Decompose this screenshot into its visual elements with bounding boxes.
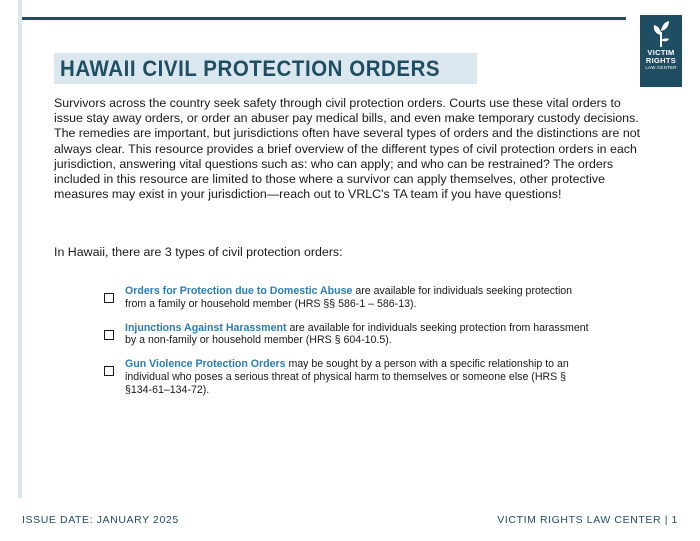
logo-line-2: RIGHTS: [645, 56, 677, 65]
title-band: [54, 53, 477, 84]
order-details: may be sought by a person with a specific relationship to an individual who poses a serious threat of physical harm to themselves or someone else (HRS § §134-61–134-72).: [125, 358, 569, 396]
order-details: are available for individuals seeking protection from harassment by a non-family or household member (HRS § 604-10.5).: [125, 321, 589, 347]
checkbox-icon: [104, 330, 114, 340]
vrlc-logo: [640, 15, 682, 87]
checkbox-icon: [104, 293, 114, 303]
order-title: Injunctions Against Harassment: [125, 321, 287, 334]
logo-line-1: VICTIM: [647, 48, 675, 57]
order-details: are available for individuals seeking protection from a family or household member (HRS §§ 586-1 – 586-13).: [125, 285, 573, 310]
order-description: [125, 285, 595, 311]
checkbox-icon: [104, 366, 114, 376]
logo-line-3: LAW CENTER: [645, 65, 677, 70]
top-header-rule: [22, 17, 626, 20]
order-description: [125, 322, 595, 348]
sprout-icon: [652, 20, 670, 48]
intro-paragraph: Survivors across the country seek safety through civil protection orders. Courts use these vital orders to issue stay away orders, or order an abuser pay medical bills, and even make temporary custody decisions. The remedies are important, but jurisdictions often have several types of orders and the distinctions are not always clear. This resource provides a brief overview of the different types of civil protection orders in each jurisdiction, answering vital questions such as: who can apply; and who can be restrained? The orders included in this resource are limited to those where a survivor can apply themselves, other protective measures may exist in your jurisdiction—reach out to VRLC's TA team if you have questions!: [54, 96, 641, 202]
list-item: [104, 358, 604, 396]
order-title: Gun Violence Protection Orders: [125, 358, 286, 371]
order-description: [125, 358, 595, 396]
list-item: [104, 322, 604, 348]
footer-org-page: VICTIM RIGHTS LAW CENTER | 1: [497, 514, 678, 526]
order-title: Orders for Protection due to Domestic Abuse: [125, 285, 353, 297]
order-count-line: In Hawaii, there are 3 types of civil protection orders:: [54, 245, 343, 259]
issue-date: ISSUE DATE: JANUARY 2025: [22, 514, 179, 526]
orders-list: [104, 285, 604, 408]
left-margin-rule: [18, 0, 22, 498]
page-title: HAWAII CIVIL PROTECTION ORDERS: [60, 55, 441, 81]
list-item: [104, 285, 604, 311]
